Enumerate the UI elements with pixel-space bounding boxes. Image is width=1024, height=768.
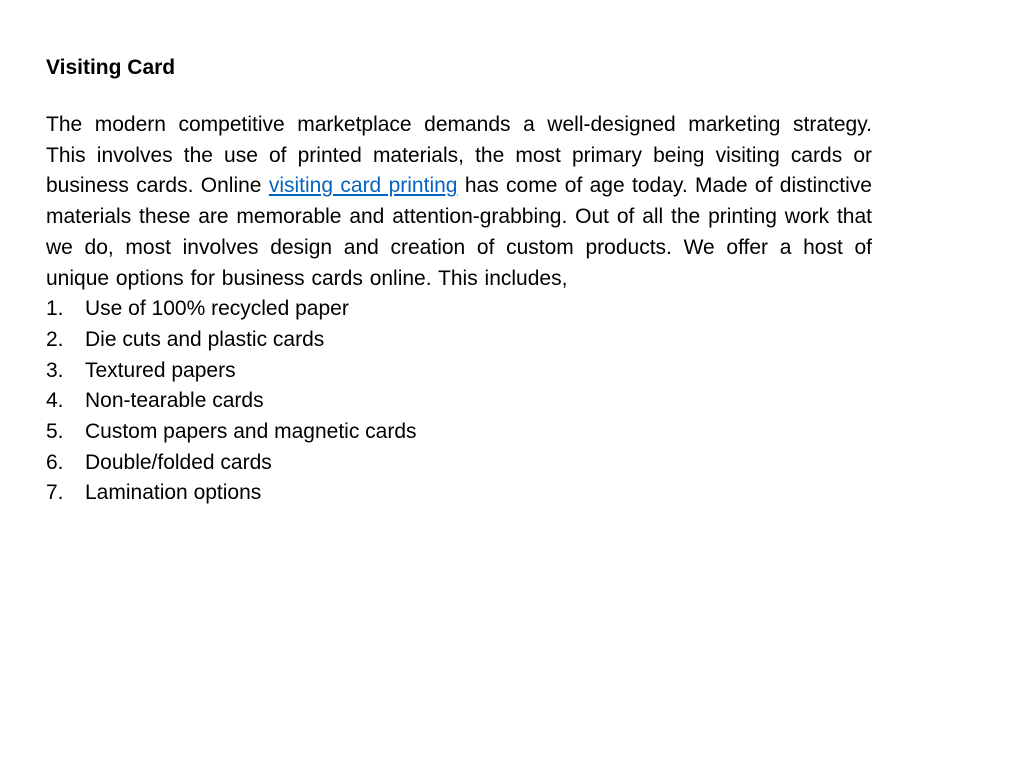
options-list [46,294,872,509]
list-item-text: Use of 100% recycled paper [85,297,349,321]
list-item-text: Die cuts and plastic cards [85,327,325,351]
list-item [46,325,872,356]
list-item-text: Double/folded cards [85,450,272,474]
body-paragraph [46,110,872,294]
list-item-text: Lamination options [85,481,262,505]
page-title: Visiting Card [46,56,176,79]
list-item [46,356,872,387]
list-item [46,478,872,509]
list-item [46,417,872,448]
paragraph-text-after-link: has come of age today. Made of distinctive materials these are memorable and attention-grabbing. Out of all the printing work that we do, most involves design and creation of custom products. We offer a host of unique options for business cards online. This includes, [46,174,872,290]
list-item [46,386,872,417]
list-item-text: Textured papers [85,358,236,382]
list-item-text: Non-tearable cards [85,389,264,413]
list-item-number: 1. [46,297,64,321]
paragraph-text-before-link: The modern competitive marketplace demands a well-designed marketing strategy. This involves the use of printed materials, the most primary being visiting cards or business cards. Online [46,113,872,198]
list-item-number: 5. [46,420,64,444]
list-item-number: 6. [46,450,64,474]
list-item-number: 3. [46,358,64,382]
list-item-number: 2. [46,327,64,351]
list-item-text: Custom papers and magnetic cards [85,420,417,444]
list-item [46,294,872,325]
list-item-number: 7. [46,481,64,505]
list-item-number: 4. [46,389,64,413]
list-item [46,448,872,479]
visiting-card-printing-link[interactable]: visiting card printing [268,174,458,198]
